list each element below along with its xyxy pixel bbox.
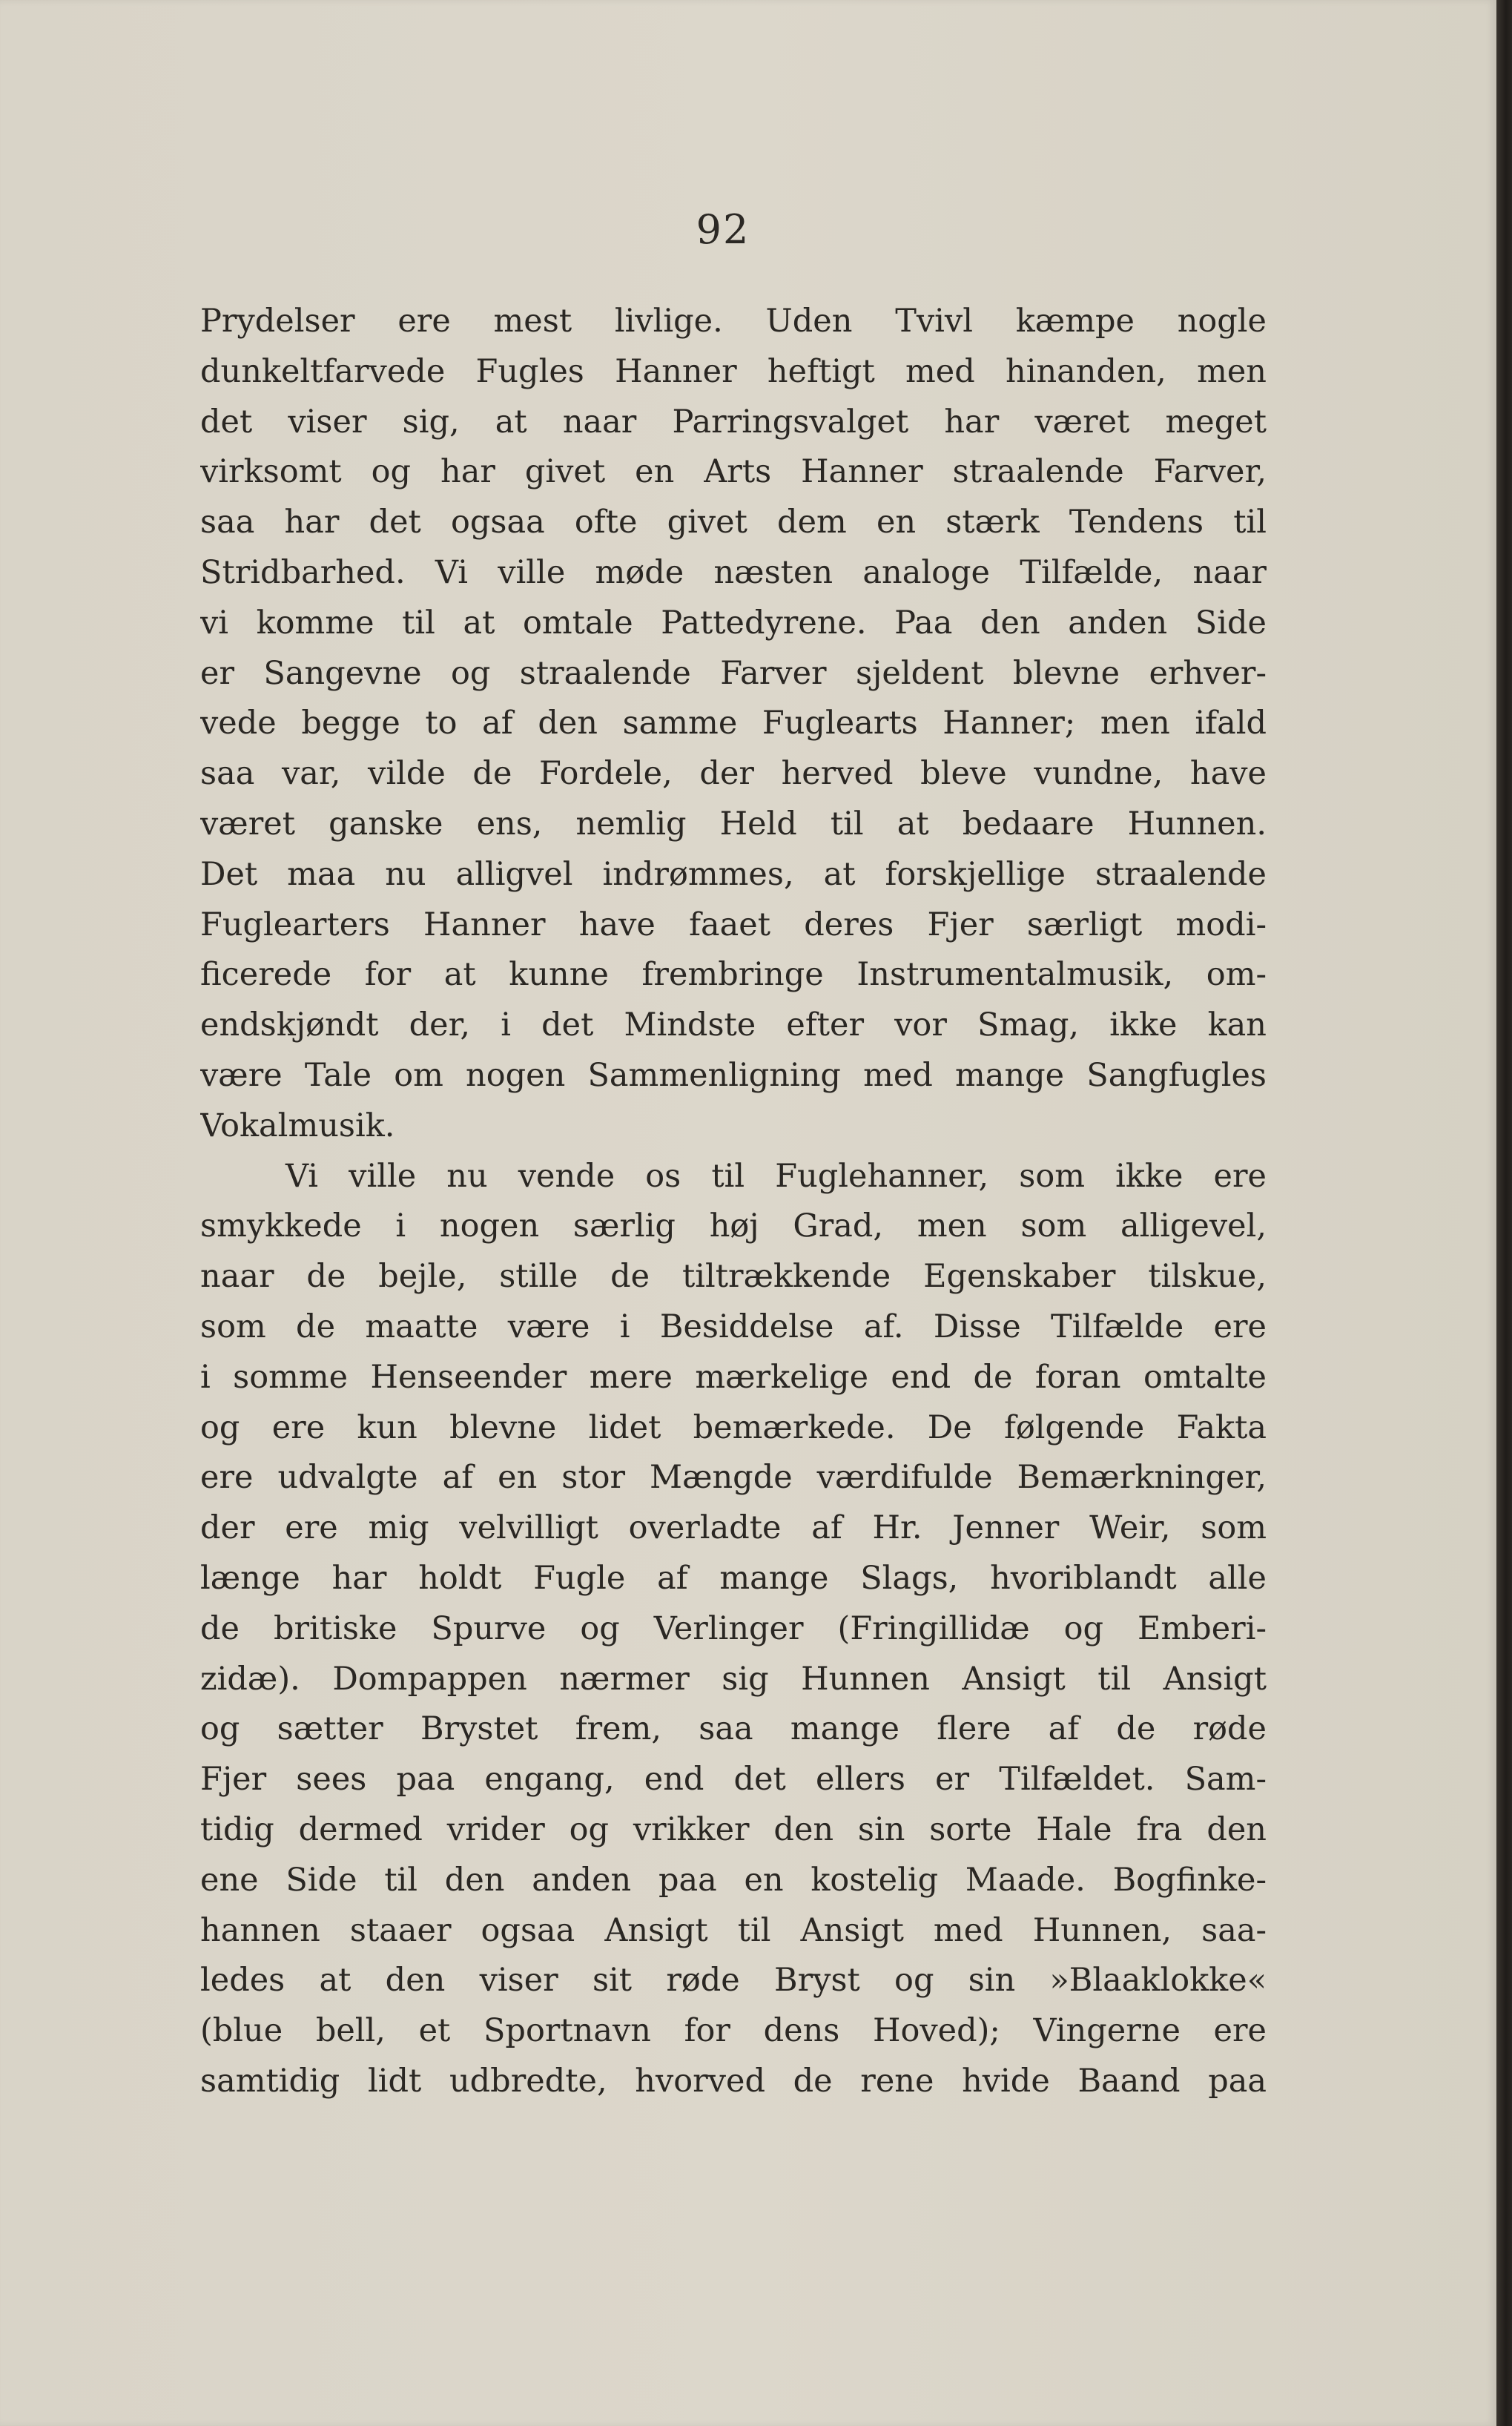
text-line: det viser sig, at naar Parringsvalget har været meget <box>200 403 1267 441</box>
text-line: hannen staaer ogsaa Ansigt til Ansigt med Hunnen, saa- <box>200 1911 1267 1949</box>
paragraph-start-line: Vi ville nu vende os til Fuglehanner, som ikke ere <box>285 1157 1267 1195</box>
text-line: og ere kun blevne lidet bemærkede. De følgende Fakta <box>200 1408 1267 1446</box>
page-number: 92 <box>696 206 750 253</box>
text-line: som de maatte være i Besiddelse af. Disse Tilfælde ere <box>200 1308 1267 1345</box>
text-line: Det maa nu alligvel indrømmes, at forskjellige straalende <box>200 855 1267 893</box>
text-line: zidæ). Dompappen nærmer sig Hunnen Ansigt til Ansigt <box>200 1660 1267 1698</box>
book-spine-edge <box>1496 0 1512 2426</box>
body-text <box>200 297 1267 2107</box>
text-line: været ganske ens, nemlig Held til at bedaare Hunnen. <box>200 805 1267 843</box>
text-line: saa var, vilde de Fordele, der herved bleve vundne, have <box>200 755 1267 793</box>
text-line: saa har det ogsaa ofte givet dem en stærk Tendens til <box>200 504 1267 541</box>
text-line: Prydelser ere mest livlige. Uden Tvivl kæmpe nogle <box>200 303 1267 340</box>
text-line: i somme Henseender mere mærkelige end de foran omtalte <box>200 1358 1267 1396</box>
text-line: vede begge to af den samme Fuglearts Hanner; men ifald <box>200 705 1267 742</box>
text-line: ene Side til den anden paa en kostelig Maade. Bogfinke- <box>200 1861 1267 1899</box>
text-line: ere udvalgte af en stor Mængde værdifulde Bemærkninger, <box>200 1459 1267 1497</box>
text-line: dunkeltfarvede Fugles Hanner heftigt med hinanden, men <box>200 352 1267 390</box>
text-line: være Tale om nogen Sammenligning med mange Sangfugles <box>200 1056 1267 1094</box>
text-line: er Sangevne og straalende Farver sjeldent blevne erhver- <box>200 654 1267 692</box>
text-line: naar de bejle, stille de tiltrækkende Egenskaber tilskue, <box>200 1258 1267 1296</box>
text-line: Stridbarhed. Vi ville møde næsten analoge Tilfælde, naar <box>200 553 1267 591</box>
text-line: ledes at den viser sit røde Bryst og sin »Blaaklokke« <box>200 1962 1267 2000</box>
text-line: (blue bell, et Sportnavn for dens Hoved); Vingerne ere <box>200 2012 1267 2050</box>
paragraph-end-line: Vokalmusik. <box>200 1107 395 1144</box>
text-line: samtidig lidt udbredte, hvorved de rene hvide Baand paa <box>200 2062 1267 2100</box>
text-line: Fjer sees paa engang, end det ellers er Tilfældet. Sam- <box>200 1761 1267 1799</box>
text-line: og sætter Brystet frem, saa mange flere af de røde <box>200 1710 1267 1748</box>
text-line: smykkede i nogen særlig høj Grad, men som alligevel, <box>200 1207 1267 1245</box>
text-line: ficerede for at kunne frembringe Instrumentalmusik, om- <box>200 956 1267 994</box>
text-line: Fuglearters Hanner have faaet deres Fjer særligt modi- <box>200 906 1267 943</box>
text-line: tidig dermed vrider og vrikker den sin sorte Hale fra den <box>200 1810 1267 1848</box>
text-line: virksomt og har givet en Arts Hanner straalende Farver, <box>200 453 1267 491</box>
text-line: endskjøndt der, i det Mindste efter vor Smag, ikke kan <box>200 1006 1267 1044</box>
text-line: længe har holdt Fugle af mange Slags, hvoriblandt alle <box>200 1559 1267 1597</box>
text-line: vi komme til at omtale Pattedyrene. Paa den anden Side <box>200 604 1267 642</box>
text-line: der ere mig velvilligt overladte af Hr. Jenner Weir, som <box>200 1509 1267 1547</box>
text-line: de britiske Spurve og Verlinger (Fringillidæ og Emberi- <box>200 1609 1267 1647</box>
